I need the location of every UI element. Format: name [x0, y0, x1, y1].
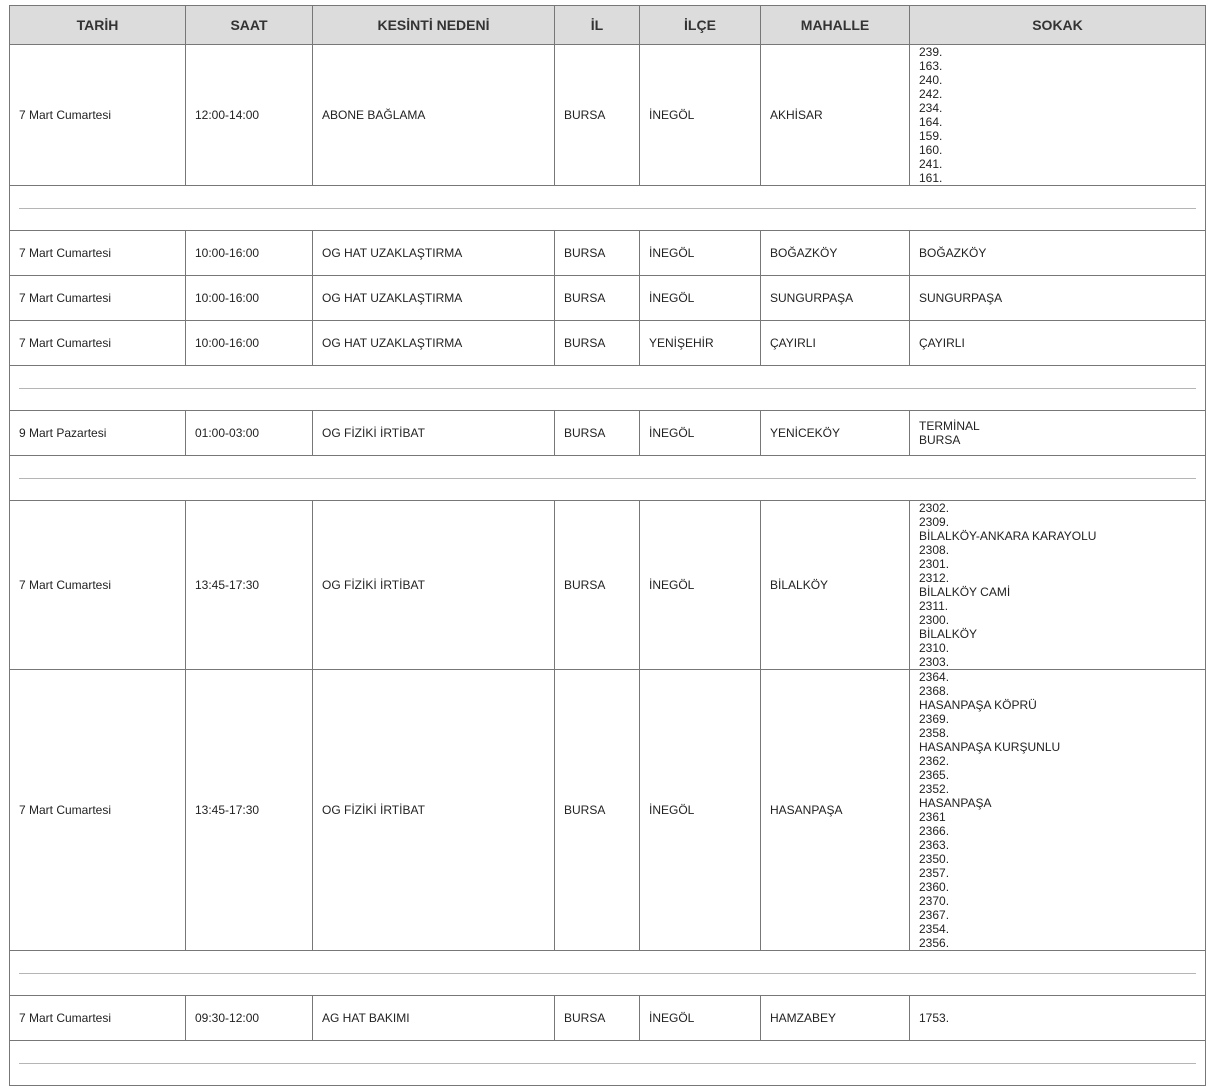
header-neighborhood: MAHALLE: [761, 6, 910, 45]
table-header-row: [10, 6, 1206, 45]
cell-streets: [910, 231, 1206, 276]
header-province: İL: [555, 6, 640, 45]
street-name: 2310.: [919, 641, 950, 655]
street-name: BOĞAZKÖY: [919, 246, 987, 260]
street-name: BİLALKÖY-ANKARA KARAYOLU: [919, 529, 1097, 543]
cell-district: İNEGÖL: [640, 411, 761, 456]
cell-streets: [910, 321, 1206, 366]
cell-district: YENİŞEHİR: [640, 321, 761, 366]
cell-reason: OG FİZİKİ İRTİBAT: [313, 670, 555, 951]
cell-district: İNEGÖL: [640, 231, 761, 276]
separator-rule: [19, 1063, 1196, 1064]
cell-district: İNEGÖL: [640, 276, 761, 321]
separator-cell: [10, 186, 1206, 231]
cell-neighborhood: ÇAYIRLI: [761, 321, 910, 366]
cell-date: 7 Mart Cumartesi: [10, 321, 186, 366]
street-name: 164.: [919, 115, 943, 129]
street-name: HASANPAŞA: [919, 796, 992, 810]
cell-streets: [910, 276, 1206, 321]
separator-rule: [19, 208, 1196, 209]
street-name: 2308.: [919, 543, 950, 557]
cell-reason: OG FİZİKİ İRTİBAT: [313, 411, 555, 456]
cell-province: BURSA: [555, 276, 640, 321]
table-row: [10, 321, 1206, 366]
separator-rule: [19, 478, 1196, 479]
street-name: 234.: [919, 101, 943, 115]
group-separator-row: [10, 951, 1206, 996]
table-row: [10, 501, 1206, 670]
group-separator-row: [10, 1041, 1206, 1086]
street-name: 160.: [919, 143, 943, 157]
cell-time: 10:00-16:00: [186, 231, 313, 276]
street-name: 2367.: [919, 908, 950, 922]
cell-reason: OG HAT UZAKLAŞTIRMA: [313, 276, 555, 321]
group-separator-row: [10, 186, 1206, 231]
cell-province: BURSA: [555, 45, 640, 186]
street-name: 2363.: [919, 838, 950, 852]
table-row: [10, 231, 1206, 276]
street-name: 2356.: [919, 936, 950, 950]
street-name: BURSA: [919, 433, 961, 447]
cell-neighborhood: HAMZABEY: [761, 996, 910, 1041]
street-name: 2303.: [919, 655, 950, 669]
street-name: 242.: [919, 87, 943, 101]
street-name: 2360.: [919, 880, 950, 894]
cell-province: BURSA: [555, 231, 640, 276]
header-reason: KESİNTİ NEDENİ: [313, 6, 555, 45]
table-row: [10, 670, 1206, 951]
street-name: 2365.: [919, 768, 950, 782]
street-name: BİLALKÖY: [919, 627, 978, 641]
street-name: 2352.: [919, 782, 950, 796]
cell-district: İNEGÖL: [640, 45, 761, 186]
cell-date: 9 Mart Pazartesi: [10, 411, 186, 456]
separator-cell: [10, 456, 1206, 501]
street-name: 2300.: [919, 613, 950, 627]
cell-district: İNEGÖL: [640, 501, 761, 670]
cell-streets: [910, 411, 1206, 456]
table-body: [10, 45, 1206, 1086]
cell-streets: [910, 996, 1206, 1041]
cell-district: İNEGÖL: [640, 996, 761, 1041]
street-name: BİLALKÖY CAMİ: [919, 585, 1011, 599]
cell-reason: OG FİZİKİ İRTİBAT: [313, 501, 555, 670]
cell-time: 12:00-14:00: [186, 45, 313, 186]
separator-cell: [10, 951, 1206, 996]
cell-streets: [910, 45, 1206, 186]
cell-time: 10:00-16:00: [186, 321, 313, 366]
separator-rule: [19, 973, 1196, 974]
separator-rule: [19, 388, 1196, 389]
table-row: [10, 411, 1206, 456]
cell-time: 13:45-17:30: [186, 670, 313, 951]
street-name: 2369.: [919, 712, 950, 726]
cell-date: 7 Mart Cumartesi: [10, 276, 186, 321]
street-name: 2350.: [919, 852, 950, 866]
cell-province: BURSA: [555, 996, 640, 1041]
cell-date: 7 Mart Cumartesi: [10, 996, 186, 1041]
street-name: 2301.: [919, 557, 950, 571]
power-outage-table: [9, 5, 1206, 1086]
cell-reason: OG HAT UZAKLAŞTIRMA: [313, 231, 555, 276]
street-name: 2354.: [919, 922, 950, 936]
street-name: 163.: [919, 59, 943, 73]
cell-time: 09:30-12:00: [186, 996, 313, 1041]
table-row: [10, 45, 1206, 186]
cell-reason: OG HAT UZAKLAŞTIRMA: [313, 321, 555, 366]
street-name: 2370.: [919, 894, 950, 908]
street-name: ÇAYIRLI: [919, 336, 965, 350]
street-name: 1753.: [919, 1011, 950, 1025]
street-name: 2309.: [919, 515, 950, 529]
header-time: SAAT: [186, 6, 313, 45]
cell-streets: [910, 501, 1206, 670]
cell-neighborhood: HASANPAŞA: [761, 670, 910, 951]
cell-province: BURSA: [555, 670, 640, 951]
cell-date: 7 Mart Cumartesi: [10, 231, 186, 276]
group-separator-row: [10, 456, 1206, 501]
street-name: HASANPAŞA KURŞUNLU: [919, 740, 1061, 754]
group-separator-row: [10, 366, 1206, 411]
cell-neighborhood: BOĞAZKÖY: [761, 231, 910, 276]
street-name: 2362.: [919, 754, 950, 768]
cell-neighborhood: AKHİSAR: [761, 45, 910, 186]
cell-date: 7 Mart Cumartesi: [10, 501, 186, 670]
header-district: İLÇE: [640, 6, 761, 45]
cell-time: 10:00-16:00: [186, 276, 313, 321]
street-name: 2311.: [919, 599, 949, 613]
street-name: 239.: [919, 45, 943, 59]
cell-neighborhood: BİLALKÖY: [761, 501, 910, 670]
cell-province: BURSA: [555, 411, 640, 456]
separator-cell: [10, 1041, 1206, 1086]
street-name: 2366.: [919, 824, 950, 838]
cell-reason: ABONE BAĞLAMA: [313, 45, 555, 186]
cell-date: 7 Mart Cumartesi: [10, 45, 186, 186]
street-name: 159.: [919, 129, 943, 143]
cell-time: 13:45-17:30: [186, 501, 313, 670]
table-row: [10, 276, 1206, 321]
cell-reason: AG HAT BAKIMI: [313, 996, 555, 1041]
header-street: SOKAK: [910, 6, 1206, 45]
cell-date: 7 Mart Cumartesi: [10, 670, 186, 951]
street-name: TERMİNAL: [919, 419, 980, 433]
cell-streets: [910, 670, 1206, 951]
street-name: HASANPAŞA KÖPRÜ: [919, 698, 1037, 712]
table-row: [10, 996, 1206, 1041]
header-date: TARİH: [10, 6, 186, 45]
street-name: 240.: [919, 73, 943, 87]
street-name: 2358.: [919, 726, 950, 740]
street-name: 2368.: [919, 684, 950, 698]
cell-province: BURSA: [555, 501, 640, 670]
street-name: 2312.: [919, 571, 950, 585]
street-name: 2302.: [919, 501, 950, 515]
cell-time: 01:00-03:00: [186, 411, 313, 456]
separator-cell: [10, 366, 1206, 411]
street-name: SUNGURPAŞA: [919, 291, 1003, 305]
cell-district: İNEGÖL: [640, 670, 761, 951]
street-name: 2357.: [919, 866, 950, 880]
street-name: 161.: [919, 171, 943, 185]
street-name: 2361: [919, 810, 946, 824]
cell-neighborhood: SUNGURPAŞA: [761, 276, 910, 321]
cell-province: BURSA: [555, 321, 640, 366]
cell-neighborhood: YENİCEKÖY: [761, 411, 910, 456]
street-name: 2364.: [919, 670, 950, 684]
street-name: 241.: [919, 157, 943, 171]
